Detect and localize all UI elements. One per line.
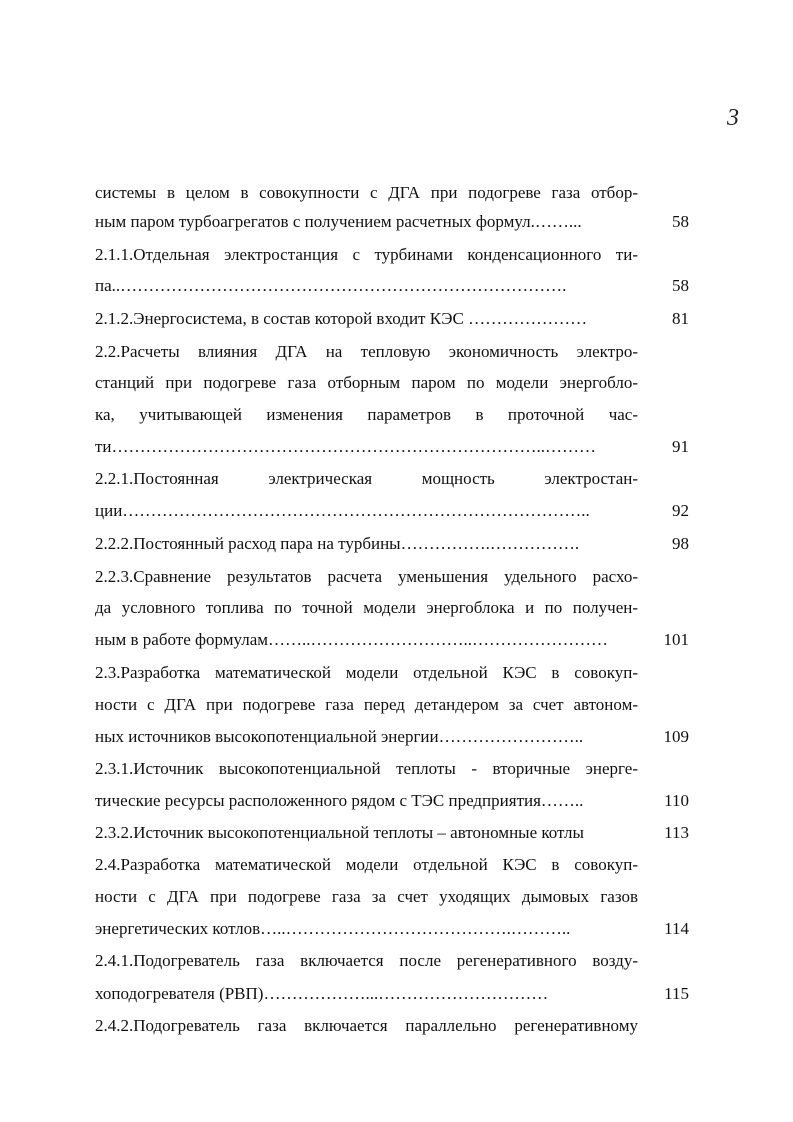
toc-line	[95, 495, 689, 527]
toc-line	[95, 206, 689, 238]
toc-line-text: 2.4.1.Подогреватель газа включается после регенеративного возду-	[95, 951, 638, 970]
toc-line	[95, 431, 689, 463]
toc-line	[95, 270, 689, 302]
toc-line-page: 58	[672, 212, 689, 231]
toc-line	[95, 849, 689, 881]
toc-line-text: 2.2.3.Сравнение результатов расчета уменьшения удельного расхо-	[95, 567, 638, 586]
toc-line-text: ным в работе формулам……..………………………..……………………	[95, 630, 609, 649]
toc-line-text: ка, учитывающей изменения параметров в проточной час-	[95, 405, 638, 424]
toc-line	[95, 753, 689, 785]
toc-line	[95, 913, 689, 945]
toc-line	[95, 881, 689, 913]
toc-line-page: 115	[664, 984, 689, 1003]
toc-line	[95, 721, 689, 753]
toc-line	[95, 689, 689, 721]
toc-line-page: 101	[663, 630, 689, 649]
toc-line-text: тические ресурсы расположенного рядом с ТЭС предприятия……..	[95, 791, 584, 810]
toc-line	[95, 399, 689, 431]
toc-line	[95, 592, 689, 624]
toc-line-text: 2.2.2.Постоянный расход пара на турбины…………….…………….	[95, 534, 580, 553]
toc-line-page: 91	[672, 437, 689, 456]
toc-line-text: ности с ДГА при подогреве газа перед детандером за счет автоном-	[95, 695, 638, 714]
toc-line	[95, 624, 689, 656]
toc-line-text: 2.2.Расчеты влияния ДГА на тепловую экономичность электро-	[95, 342, 638, 361]
toc-line-text: 2.4.2.Подогреватель газа включается параллельно регенеративному	[95, 1016, 638, 1035]
page-number: 3	[727, 105, 739, 131]
toc-line-text: 2.1.2.Энергосистема, в состав которой входит КЭС …………………	[95, 309, 588, 328]
toc-line-text: 2.3.Разработка математической модели отдельной КЭС в совокуп-	[95, 663, 638, 682]
toc-line	[95, 239, 689, 271]
toc-line-page: 81	[672, 309, 689, 328]
toc-line-page: 58	[672, 276, 689, 295]
toc-line-text: системы в целом в совокупности с ДГА при подогреве газа отбор-	[95, 183, 638, 202]
toc-line-page: 98	[672, 534, 689, 553]
toc-line	[95, 817, 689, 849]
toc-line-page: 109	[663, 727, 689, 746]
toc-line	[95, 657, 689, 689]
toc-line-text: 2.1.1.Отдельная электростанция с турбинами конденсационного ти-	[95, 245, 638, 264]
toc-line	[95, 1010, 689, 1042]
toc-line	[95, 978, 689, 1010]
toc-line-text: 2.3.2.Источник высокопотенциальной теплоты – автономные котлы	[95, 823, 584, 842]
toc-line	[95, 177, 689, 209]
toc-line	[95, 561, 689, 593]
toc-line-text: 2.2.1.Постоянная электрическая мощность электростан-	[95, 469, 638, 488]
toc-line	[95, 367, 689, 399]
toc-line-text: станций при подогреве газа отборным паром по модели энергобло-	[95, 373, 638, 392]
toc-line-text: 2.3.1.Источник высокопотенциальной теплоты - вторичные энерге-	[95, 759, 638, 778]
toc-line-text: ности с ДГА при подогреве газа за счет уходящих дымовых газов	[95, 887, 638, 906]
toc-line-text: ции………………………………………………………………………..	[95, 501, 590, 520]
toc-line-page: 92	[672, 501, 689, 520]
toc-line	[95, 303, 689, 335]
toc-line	[95, 463, 689, 495]
toc-line-text: ных источников высокопотенциальной энергии……………………..	[95, 727, 584, 746]
toc-line-text: энергетических котлов…..………………………………….………..	[95, 919, 571, 938]
toc-line-page: 113	[664, 823, 689, 842]
toc-line-page: 114	[664, 919, 689, 938]
toc-line-page: 110	[664, 791, 689, 810]
toc-line	[95, 945, 689, 977]
toc-line-text: па..…………………………………………………………………….	[95, 276, 567, 295]
toc-line	[95, 785, 689, 817]
toc-line-text: ным паром турбоагрегатов с получением расчетных формул.……...	[95, 212, 582, 231]
toc-line-text: хоподогревателя (РВП)………………...…………………………	[95, 984, 549, 1003]
toc-line-text: ти…………………………………………………………………..………	[95, 437, 597, 456]
toc-line-text: 2.4.Разработка математической модели отдельной КЭС в совокуп-	[95, 855, 638, 874]
toc-line	[95, 528, 689, 560]
toc-line-text: да условного топлива по точной модели энергоблока и по получен-	[95, 598, 638, 617]
toc-line	[95, 336, 689, 368]
